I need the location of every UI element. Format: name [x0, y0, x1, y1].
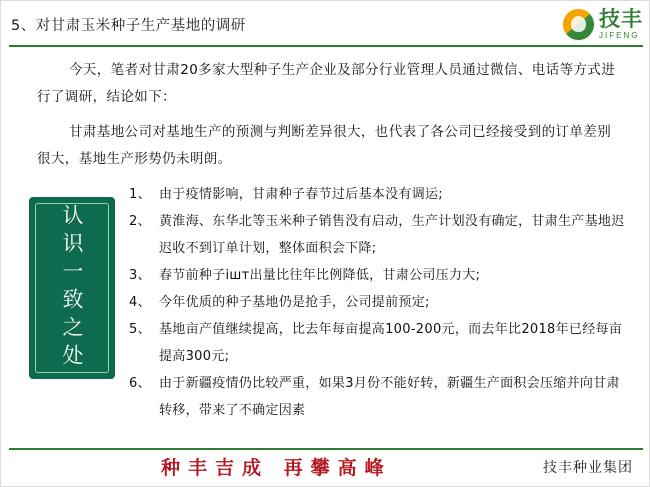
intro-paragraph: 今天，笔者对甘肃20多家大型种子生产企业及部分行业管理人员通过微信、电话等方式进行了调研，结论如下：: [37, 62, 616, 105]
list-item-text: 基地亩产值继续提高，比去年每亩提高100-200元，而去年比2018年已经每亩提高300元;: [159, 322, 623, 364]
list-item: [129, 289, 629, 316]
list-item: [129, 181, 629, 208]
page-title: 5、对甘肃玉米种子生产基地的调研: [11, 18, 246, 34]
company-logo: [562, 7, 643, 41]
conclusion-list: [129, 181, 629, 424]
list-item: [129, 262, 629, 289]
logo-mark-icon: [562, 8, 595, 41]
list-item-number: 1、: [129, 187, 151, 202]
footer-slogan: 种丰吉成 再攀高峰: [161, 457, 392, 479]
slide-header: [1, 1, 650, 47]
logo-english-name: JIFENG: [599, 30, 640, 40]
list-item-number: 6、: [129, 376, 151, 391]
list-item: [129, 208, 629, 262]
list-item-number: 4、: [129, 295, 151, 310]
footer-company-name: 技丰种业集团: [543, 460, 633, 476]
list-item-text: 由于新疆疫情仍比较严重，如果3月份不能好转，新疆生产面积会压缩并向甘肃转移，带来了不确定因素: [159, 376, 620, 418]
list-item: [129, 370, 629, 424]
list-item: [129, 316, 629, 370]
logo-chinese-name: 技丰: [599, 6, 643, 31]
list-item-text: 今年优质的种子基地仍是抢手，公司提前预定;: [159, 295, 430, 310]
side-label-inner-border: [35, 203, 109, 373]
side-label-text: 认识一致之处: [60, 204, 85, 372]
header-divider: [9, 45, 643, 47]
summary-paragraph: 甘肃基地公司对基地生产的预测与判断差异很大，也代表了各公司已经接受到的订单差别很大，基地生产形势仍未明朗。: [37, 124, 612, 167]
side-label-box: [29, 197, 115, 379]
list-item-text: 由于疫情影响，甘肃种子春节过后基本没有调运;: [159, 187, 443, 202]
list-item-number: 5、: [129, 322, 151, 337]
logo-text: [599, 6, 643, 40]
list-item-number: 2、: [129, 214, 151, 229]
footer-divider: [9, 448, 643, 450]
list-item-text: 春节前种子ішт出量比往年比例降低，甘肃公司压力大;: [159, 268, 481, 283]
list-item-text: 黄淮海、东华北等玉米种子销售没有启动，生产计划没有确定，甘肃生产基地迟迟收不到订单计划，整体面积会下降;: [159, 214, 625, 256]
list-item-number: 3、: [129, 268, 151, 283]
